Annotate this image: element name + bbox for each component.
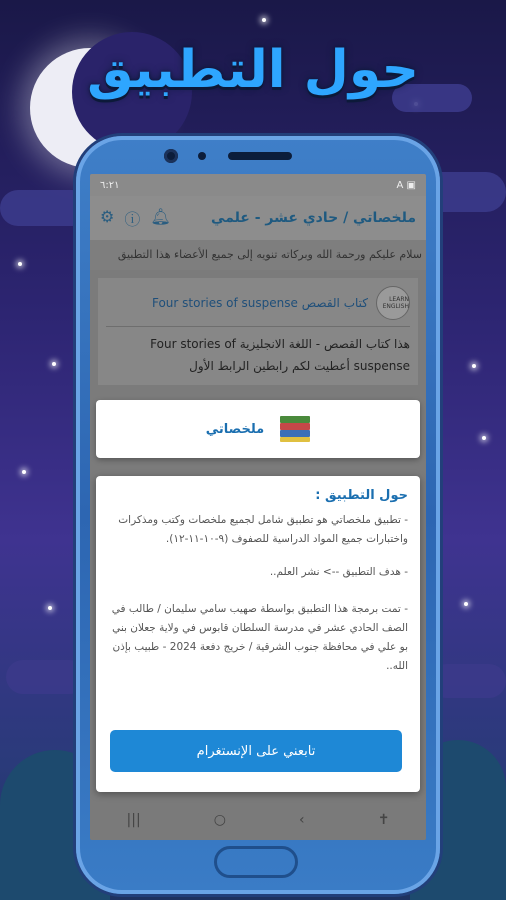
hero-title: حول التطبيق <box>87 40 419 100</box>
recents-button[interactable]: ||| <box>126 812 141 828</box>
star <box>262 18 266 22</box>
camera-icon <box>164 149 178 163</box>
cloud <box>430 664 506 698</box>
home-button[interactable]: ○ <box>213 812 226 828</box>
app-name-dialog <box>96 400 420 458</box>
star <box>22 470 26 474</box>
card-body: هذا كتاب القصص - اللغة الانجليزية Four stories of suspense أعطيت لكم رابطين الرابط الأول <box>150 337 410 373</box>
about-paragraph: - تطبيق ملخصاتي هو تطبيق شامل لجميع ملخصات وكتب ومذكرات واختبارات جميع المواد الدراسية للصفوف (٩-١٠-١١-١٢). <box>118 514 408 545</box>
cloud <box>6 660 86 694</box>
about-paragraph: - تمت برمجة هذا التطبيق بواسطة صهيب سامي سليمان / طالب في الصف الحادي عشر في مدرسة السلطان قابوس في ولاية جعلان بني بو علي في محافظة جنوب الشرقية / خريج دفعة 2024 - طبيب بإذن الله.. <box>111 603 408 672</box>
app-bar-title: ملخصاتي / حادي عشر - علمي <box>211 210 416 226</box>
back-button[interactable]: ‹ <box>299 812 305 828</box>
gear-icon[interactable]: ⚙ <box>100 206 115 226</box>
star <box>52 362 56 366</box>
post-card[interactable] <box>98 278 418 385</box>
phone-screen <box>90 174 426 840</box>
card-title: كتاب القصص Four stories of suspense <box>151 296 368 310</box>
about-dialog <box>96 476 420 792</box>
app-bar <box>90 196 426 240</box>
card-logo: LEARN ENGLISH <box>376 286 410 320</box>
sensor <box>198 152 206 160</box>
status-icons: A ▣ <box>396 179 416 191</box>
system-nav-bar <box>90 800 426 840</box>
star <box>464 602 468 606</box>
phone-frame <box>76 136 440 894</box>
speaker <box>228 152 292 160</box>
about-title: حول التطبيق : <box>315 488 408 503</box>
star <box>472 364 476 368</box>
star <box>18 262 22 266</box>
phone-home-button[interactable] <box>214 846 298 878</box>
instagram-follow-button[interactable]: تابعني على الإنستغرام <box>110 730 402 772</box>
notice-ticker: سلام عليكم ورحمة الله وبركاته تنويه إلى جميع الأعضاء هذا التطبيق <box>90 240 426 270</box>
app-name-label: ملخصاتي <box>205 421 265 437</box>
star <box>48 606 52 610</box>
status-bar <box>90 174 426 196</box>
about-paragraph: - هدف التطبيق --> نشر العلم.. <box>269 566 408 578</box>
star <box>482 436 486 440</box>
bell-icon[interactable]: 🔔︎ <box>150 206 171 226</box>
books-icon <box>280 416 310 442</box>
info-icon[interactable]: ⓘ <box>124 209 141 229</box>
status-time: ٦:٢١ <box>100 179 120 191</box>
accessibility-icon[interactable]: ✝ <box>377 812 390 828</box>
